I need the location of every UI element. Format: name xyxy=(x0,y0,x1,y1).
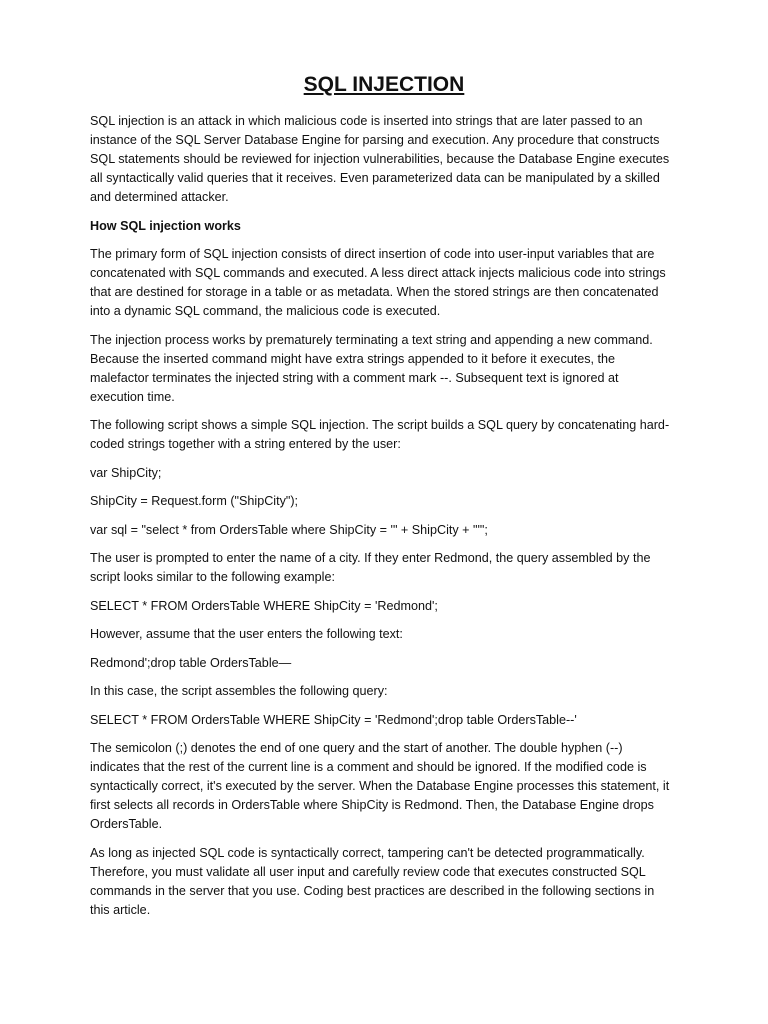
paragraph: However, assume that the user enters the following text: xyxy=(90,627,403,641)
code-line: var sql = "select * from OrdersTable where ShipCity = '" + ShipCity + "'"; xyxy=(90,522,488,537)
paragraph: In this case, the script assembles the following query: xyxy=(90,684,388,698)
code-line: var ShipCity; xyxy=(90,465,162,480)
paragraph: The user is prompted to enter the name of a city. If they enter Redmond, the query assembled by the script looks similar to the following example: xyxy=(90,551,651,584)
document-body xyxy=(90,112,674,929)
paragraph: The following script shows a simple SQL injection. The script builds a SQL query by concatenating hard-coded strings together with a string entered by the user: xyxy=(90,418,670,451)
paragraph: The primary form of SQL injection consists of direct insertion of code into user-input variables that are concatenated with SQL commands and executed. A less direct attack injects malicious code into strings that are destined for storage in a table or as metadata. When the stored strings are then concatenated into a dynamic SQL command, the malicious code is executed. xyxy=(90,247,666,318)
paragraph: As long as injected SQL code is syntactically correct, tampering can't be detected programmatically. Therefore, you must validate all user input and carefully review code that executes constructed SQL commands in the server that you use. Coding best practices are described in the following sections in this article. xyxy=(90,845,655,917)
code-line: SELECT * FROM OrdersTable WHERE ShipCity = 'Redmond';drop table OrdersTable--' xyxy=(90,712,577,727)
document-title: SQL INJECTION xyxy=(303,73,465,96)
code-line: SELECT * FROM OrdersTable WHERE ShipCity = 'Redmond'; xyxy=(90,598,438,613)
section-heading: How SQL injection works xyxy=(90,218,241,233)
intro-paragraph: SQL injection is an attack in which malicious code is inserted into strings that are later passed to an instance of the SQL Server Database Engine for parsing and execution. Any procedure that constructs SQL statements should be reviewed for injection vulnerabilities, because the Database Engine executes all syntactically valid queries that it receives. Even parameterized data can be manipulated by a skilled and determined attacker. xyxy=(90,114,670,204)
code-line: Redmond';drop table OrdersTable— xyxy=(90,655,292,670)
paragraph: The injection process works by prematurely terminating a text string and appending a new command. Because the inserted command might have extra strings appended to it before it executes, the malefactor terminates the injected string with a comment mark --. Subsequent text is ignored at execution time. xyxy=(90,332,653,404)
code-line: ShipCity = Request.form ("ShipCity"); xyxy=(90,494,299,508)
paragraph: The semicolon (;) denotes the end of one query and the start of another. The double hyphen (--) indicates that the rest of the current line is a comment and should be ignored. If the modified code is syntactically correct, it's executed by the server. When the Database Engine processes this statement, it first selects all records in OrdersTable where ShipCity is Redmond. Then, the Database Engine drops OrdersTable. xyxy=(90,741,670,831)
